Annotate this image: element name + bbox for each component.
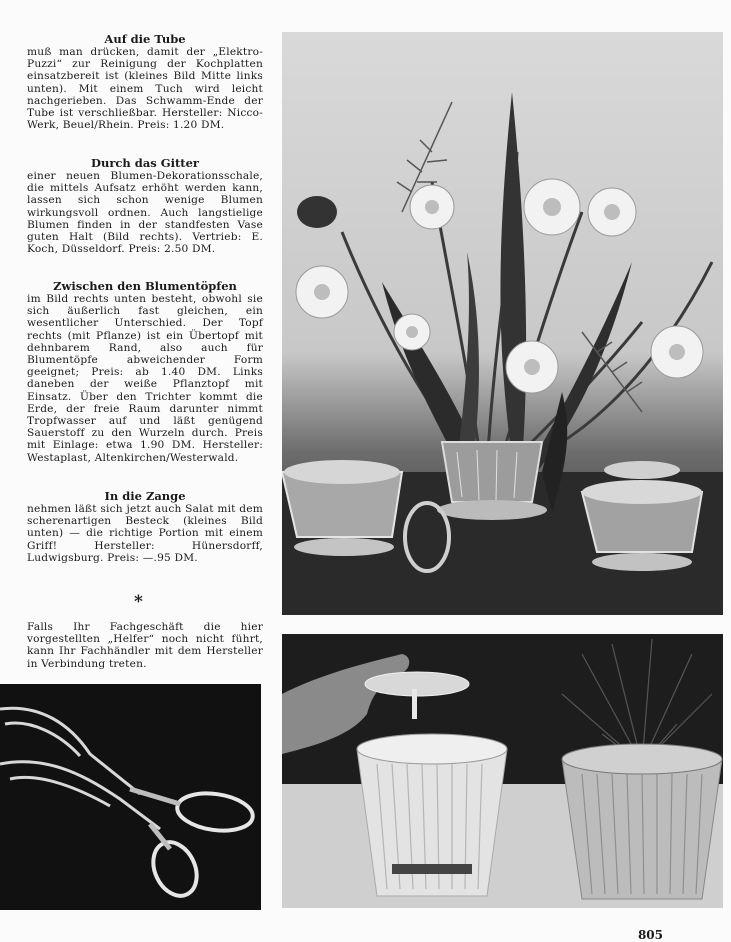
section-heading: Auf die Tube bbox=[104, 32, 186, 46]
article-block-blumentoepfe bbox=[27, 279, 263, 464]
article-block-tube bbox=[27, 32, 263, 131]
page-number: 805 bbox=[637, 928, 663, 942]
section-heading: Durch das Gitter bbox=[91, 156, 199, 170]
section-heading: In die Zange bbox=[104, 489, 186, 503]
section-text: nehmen läßt sich jetzt auch Salat mit dem scherenartigen Besteck (kleines Bild unten) — die richtige Portion mit einem Griff! Hersteller: Hünersdorff, Ludwigsburg. Preis: —.95 DM. bbox=[27, 503, 263, 564]
section-text: muß man drücken, damit der „Elektro-Puzzi“ zur Reinigung der Kochplatten einsatzbereit ist (kleines Bild Mitte links unten). Mit einem Tuch wird leicht nachgerieben. Das Schwamm-Ende der Tube ist verschließbar. Hersteller: Nicco-Werk, Beuel/Rhein. Preis: 1.20 DM. bbox=[27, 46, 263, 132]
salad-tongs-photo bbox=[0, 684, 261, 910]
closing-text: Falls Ihr Fachgeschäft die hier vorgestellten „Helfer“ noch nicht führt, kann Ihr Fachhändler mit dem Hersteller in Verbindung treten. bbox=[27, 621, 263, 670]
article-block-gitter bbox=[27, 156, 263, 255]
separator-asterisk: * bbox=[134, 592, 143, 612]
flower-pots-photo bbox=[282, 634, 723, 908]
section-text: im Bild rechts unten besteht, obwohl sie sich äußerlich fast gleichen, ein wesentlicher Unterschied. Der Topf rechts (mit Pflanze) ist ein Übertopf mit dehnbarem Rand, also auch für Blumentöpfe abweichender Form geeignet; Preis: ab 1.40 DM. Links daneben der weiße Pflanztopf mit Einsatz. Über den Trichter kommt die Erde, der freie Raum darunter nimmt Tropfwasser auf und läßt genügend Sauerstoff zu den Wurzeln durch. Preis mit Einlage: etwa 1.90 DM. Hersteller: Westaplast, Altenkirchen/Westerwald. bbox=[27, 293, 263, 464]
section-text: einer neuen Blumen-Dekorationsschale, die mittels Aufsatz erhöht werden kann, lassen sich schon wenige Blumen wirkungsvoll ordnen. Auch langstielige Blumen finden in der standfesten Vase guten Halt (Bild rechts). Vertrieb: E. Koch, Düsseldorf. Preis: 2.50 DM. bbox=[27, 170, 263, 256]
flower-arrangement-photo bbox=[282, 32, 723, 615]
closing-note bbox=[27, 621, 263, 670]
article-block-zange bbox=[27, 489, 263, 564]
section-heading: Zwischen den Blumentöpfen bbox=[53, 279, 237, 293]
